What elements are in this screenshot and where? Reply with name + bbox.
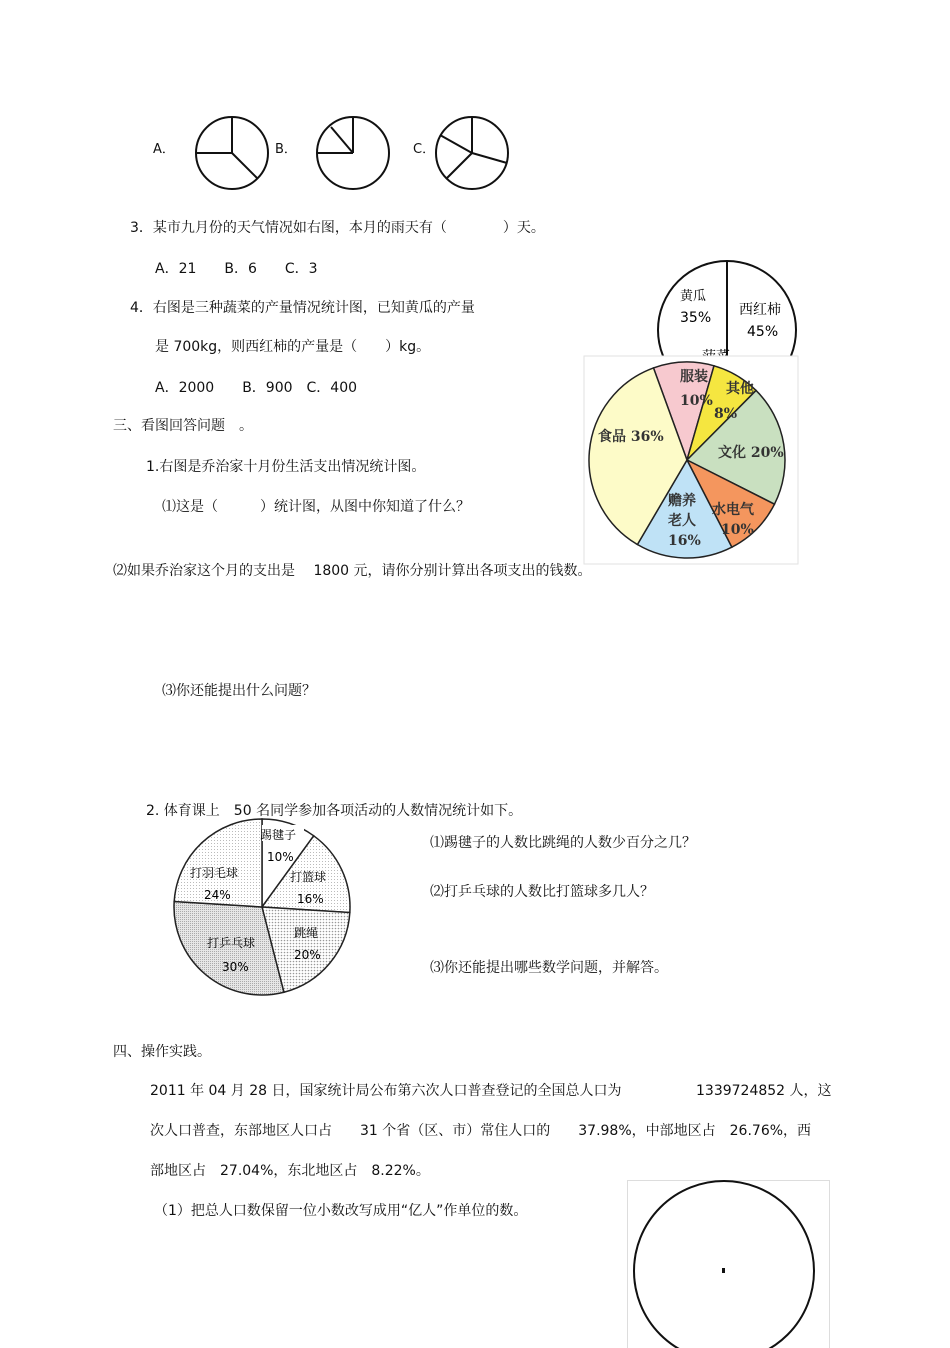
veg-label-cucumber-pct: 35% (680, 310, 711, 326)
q2-intro: 2. 体育课上 50 名同学参加各项活动的人数情况统计如下。 (146, 800, 522, 820)
expense-label-culture: 文化 20% (718, 444, 784, 461)
expense-label-elder1: 赡养 (668, 492, 696, 509)
section4-sub1: （1）把总人口数保留一位小数改写成用“亿人”作单位的数。 (154, 1200, 527, 1220)
sports-label-badminton: 打羽毛球 (190, 865, 238, 880)
section4-para-line1a: 2011 年 04 月 28 日，国家统计局公布第六次人口普查登记的全国总人口为 (150, 1080, 622, 1100)
section3-q1-sub2: ⑵如果乔治家这个月的支出是 1800 元，请你分别计算出各项支出的钱数。 (113, 560, 592, 580)
option-c-label: C． (413, 138, 435, 157)
expense-label-food: 食品 36% (598, 428, 664, 445)
section3-q1-sub3: ⑶你还能提出什么问题？ (162, 680, 316, 700)
expense-label-elder-pct: 16% (668, 533, 701, 549)
section4-title: 四、操作实践。 (113, 1041, 211, 1061)
sports-label-basketball: 打篮球 (290, 869, 326, 884)
section4-para-line2: 次人口普查，东部地区人口占 31 个省（区、市）常住人口的 37.98%，中部地区占 26.76%，西 (150, 1120, 811, 1140)
q2-sub2: ⑵打乒乓球的人数比打篮球多几人？ (430, 881, 654, 901)
sports-label-jianzi: 踢毽子 (260, 827, 296, 842)
option-b-label: B． (275, 138, 297, 157)
q3-text: 3．某市九月份的天气情况如右图，本月的雨天有（ ）天。 (130, 217, 545, 237)
sports-label-pingpong: 打乒乓球 (207, 935, 255, 950)
expense-pie-chart (584, 356, 798, 564)
veg-label-cucumber: 黄瓜 (680, 289, 706, 304)
q3-options: A．21 B．6 C．3 (155, 258, 318, 278)
expense-label-utility: 水电气 (712, 501, 755, 518)
circle-center-dot (722, 1268, 725, 1273)
sports-label-rope-pct: 20% (294, 948, 321, 962)
sports-label-basketball-pct: 16% (297, 892, 324, 906)
sports-pie-chart (166, 813, 366, 1003)
option-b-pie (315, 113, 395, 193)
expense-label-clothes: 服装 (680, 368, 708, 385)
veg-label-tomato: 西红柿 (739, 301, 781, 318)
q4-options: A．2000 B．900 C．400 (155, 377, 357, 397)
section4-para-line3: 部地区占 27.04%，东北地区占 8.22%。 (150, 1160, 430, 1180)
q2-sub1: ⑴踢毽子的人数比跳绳的人数少百分之几？ (430, 832, 696, 852)
section4-para-line1b: 1339724852 人，这 (696, 1080, 832, 1100)
section3-q1-intro: 1.右图是乔治家十月份生活支出情况统计图。 (146, 456, 425, 476)
q4-line2: 是 700kg，则西红柿的产量是（ ）kg。 (155, 336, 430, 356)
q2-sub3: ⑶你还能提出哪些数学问题，并解答。 (430, 957, 668, 977)
expense-label-clothes-pct: 10% (680, 393, 713, 409)
sports-label-jianzi-pct: 10% (267, 850, 294, 864)
veg-label-tomato-pct: 45% (747, 324, 778, 340)
q4-line1: 4．右图是三种蔬菜的产量情况统计图，已知黄瓜的产量 (130, 297, 475, 317)
sports-label-rope: 跳绳 (294, 925, 318, 940)
section3-q1-sub1: ⑴这是（ ）统计图，从图中你知道了什么？ (162, 496, 470, 516)
expense-label-utility-pct: 10% (721, 522, 754, 538)
option-c-pie (434, 113, 514, 193)
sports-label-pingpong-pct: 30% (222, 960, 249, 974)
expense-label-other: 其他 (726, 380, 754, 397)
option-a-pie (194, 113, 274, 193)
section3-title: 三、看图回答问题 。 (113, 415, 253, 435)
sports-label-badminton-pct: 24% (204, 888, 231, 902)
option-a-label: A． (153, 138, 175, 157)
expense-label-elder2: 老人 (668, 512, 696, 529)
blank-circle-figure (627, 1180, 831, 1348)
sports-pie-slices (174, 819, 350, 995)
expense-label-other-pct: 8% (714, 406, 737, 422)
